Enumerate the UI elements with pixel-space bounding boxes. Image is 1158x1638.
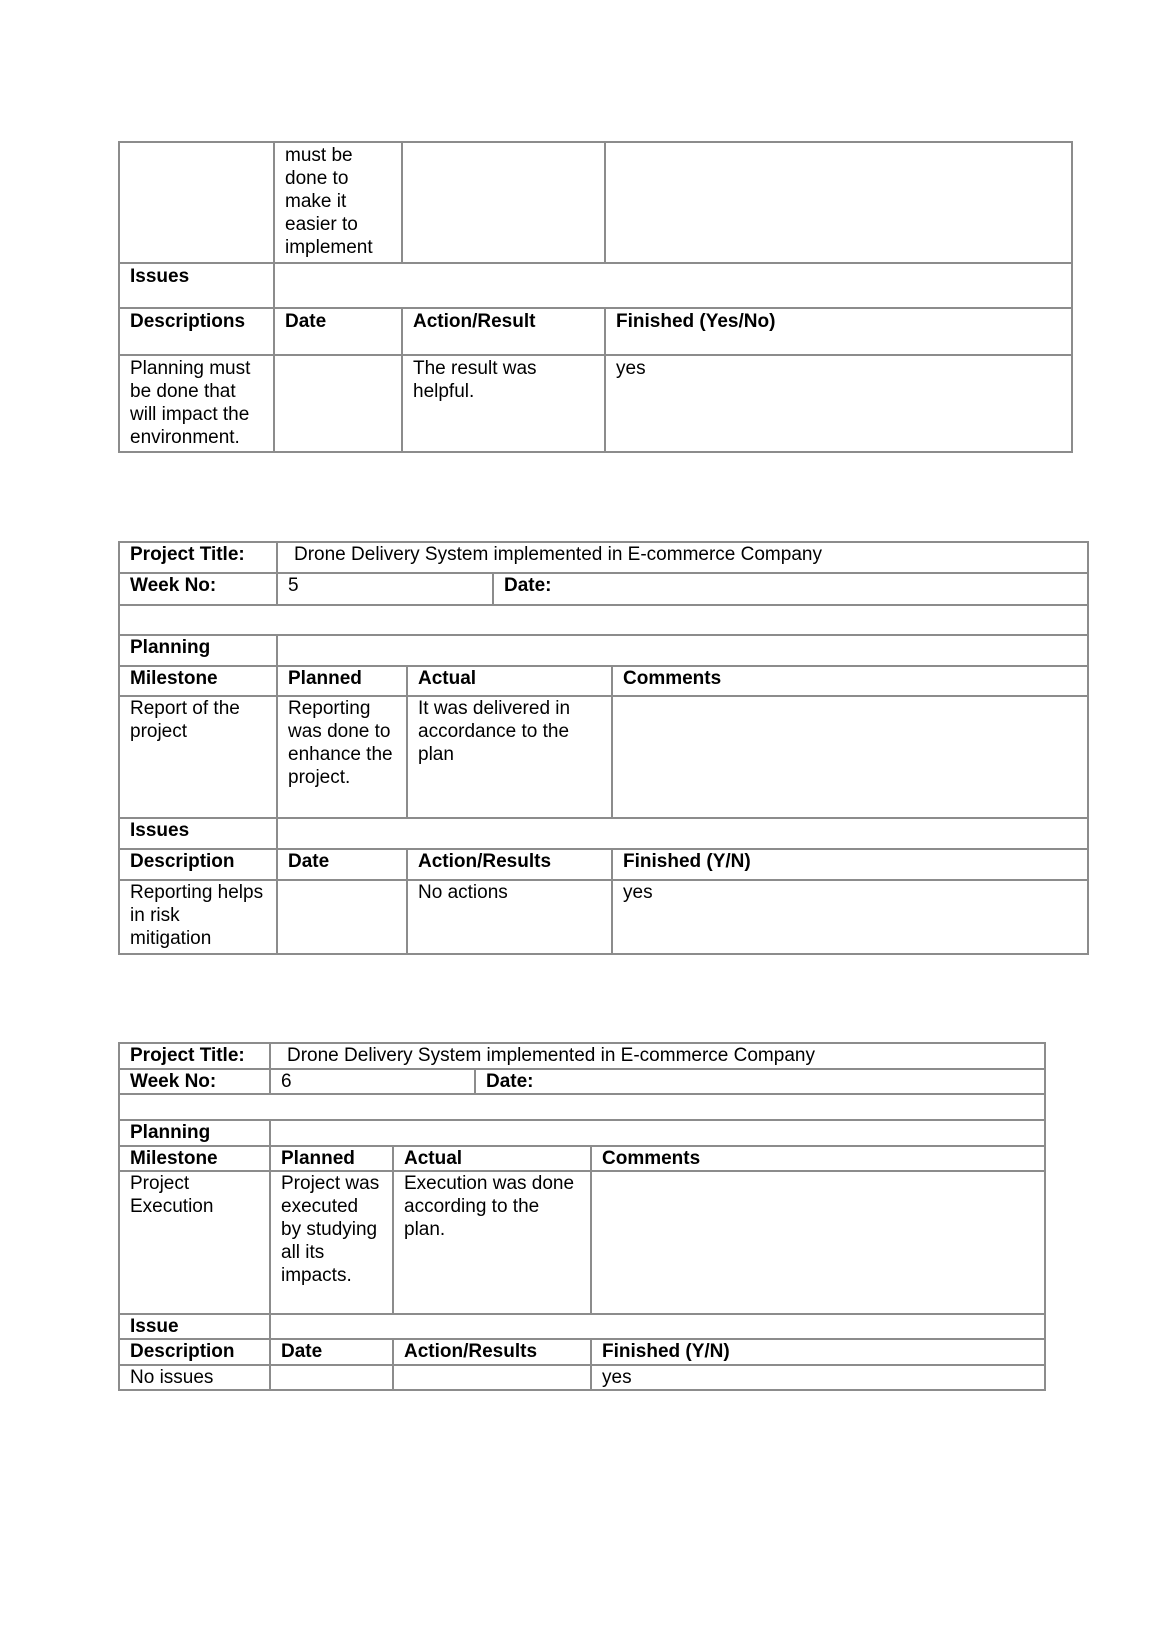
header-actual: Actual bbox=[407, 666, 612, 696]
date-label: Date: bbox=[493, 573, 1088, 605]
issue-date bbox=[270, 1365, 393, 1390]
issue-description: Reporting helps in risk mitigation bbox=[119, 880, 277, 954]
issue-header-row bbox=[119, 849, 1088, 880]
header-finished: Finished (Y/N) bbox=[591, 1339, 1045, 1365]
comments-cell bbox=[612, 696, 1088, 818]
issues-label: Issues bbox=[119, 263, 274, 308]
header-finished: Finished (Yes/No) bbox=[605, 308, 1072, 355]
week6-table bbox=[118, 1042, 1046, 1391]
header-comments: Comments bbox=[612, 666, 1088, 696]
issue-finished: yes bbox=[605, 355, 1072, 452]
issue-action-results: No actions bbox=[407, 880, 612, 954]
header-planned: Planned bbox=[270, 1146, 393, 1171]
planning-label: Planning bbox=[119, 1120, 270, 1146]
milestone-header-row bbox=[119, 1146, 1045, 1171]
header-milestone: Milestone bbox=[119, 666, 277, 696]
header-date: Date bbox=[270, 1339, 393, 1365]
week-label: Week No: bbox=[119, 573, 277, 605]
comments-cell bbox=[591, 1171, 1045, 1314]
milestone-row-continued bbox=[119, 142, 1072, 263]
planned-cell: Project was executed by studying all its impacts. bbox=[270, 1171, 393, 1314]
project-title: Drone Delivery System implemented in E-commerce Company bbox=[270, 1043, 1045, 1069]
issues-value bbox=[274, 263, 1072, 308]
issue-description: Planning must be done that will impact the environment. bbox=[119, 355, 274, 452]
week-value: 6 bbox=[270, 1069, 475, 1094]
week-value: 5 bbox=[277, 573, 493, 605]
issue-action-results bbox=[393, 1365, 591, 1390]
planning-label: Planning bbox=[119, 635, 277, 666]
spacer-row bbox=[119, 605, 1088, 635]
issue-finished: yes bbox=[612, 880, 1088, 954]
table-row bbox=[119, 880, 1088, 954]
planning-value bbox=[277, 635, 1088, 666]
week5-table bbox=[118, 541, 1089, 955]
project-title-label: Project Title: bbox=[119, 1043, 270, 1069]
header-finished: Finished (Y/N) bbox=[612, 849, 1088, 880]
actual-cell: It was delivered in accordance to the plan bbox=[407, 696, 612, 818]
issues-label: Issue bbox=[119, 1314, 270, 1339]
header-date: Date bbox=[277, 849, 407, 880]
header-descriptions: Descriptions bbox=[119, 308, 274, 355]
milestone-header-row bbox=[119, 666, 1088, 696]
header-action-results: Action/Results bbox=[393, 1339, 591, 1365]
project-title: Drone Delivery System implemented in E-commerce Company bbox=[277, 542, 1088, 573]
issue-description: No issues bbox=[119, 1365, 270, 1390]
project-title-label: Project Title: bbox=[119, 542, 277, 573]
header-actual: Actual bbox=[393, 1146, 591, 1171]
header-description: Description bbox=[119, 1339, 270, 1365]
table-row bbox=[119, 696, 1088, 818]
comments-cell bbox=[605, 142, 1072, 263]
issue-action-result: The result was helpful. bbox=[402, 355, 605, 452]
planned-cell: Reporting was done to enhance the project. bbox=[277, 696, 407, 818]
table-row bbox=[119, 1171, 1045, 1314]
header-action-result: Action/Result bbox=[402, 308, 605, 355]
week4-continued-table bbox=[118, 141, 1073, 453]
actual-cell: Execution was done according to the plan. bbox=[393, 1171, 591, 1314]
planning-value bbox=[270, 1120, 1045, 1146]
milestone-cell bbox=[119, 142, 274, 263]
issues-value bbox=[277, 818, 1088, 849]
milestone-cell: Report of the project bbox=[119, 696, 277, 818]
date-label: Date: bbox=[475, 1069, 1045, 1094]
issues-value bbox=[270, 1314, 1045, 1339]
header-comments: Comments bbox=[591, 1146, 1045, 1171]
table-row bbox=[119, 1365, 1045, 1390]
actual-cell bbox=[402, 142, 605, 263]
issue-header-row bbox=[119, 308, 1072, 355]
planned-cell: must be done to make it easier to implement bbox=[274, 142, 402, 263]
issue-finished: yes bbox=[591, 1365, 1045, 1390]
issue-date bbox=[277, 880, 407, 954]
header-planned: Planned bbox=[277, 666, 407, 696]
issue-date bbox=[274, 355, 402, 452]
table-row bbox=[119, 355, 1072, 452]
issue-header-row bbox=[119, 1339, 1045, 1365]
header-description: Description bbox=[119, 849, 277, 880]
milestone-cell: Project Execution bbox=[119, 1171, 270, 1314]
header-action-results: Action/Results bbox=[407, 849, 612, 880]
header-milestone: Milestone bbox=[119, 1146, 270, 1171]
week-label: Week No: bbox=[119, 1069, 270, 1094]
header-date: Date bbox=[274, 308, 402, 355]
issues-label: Issues bbox=[119, 818, 277, 849]
spacer-row bbox=[119, 1094, 1045, 1120]
